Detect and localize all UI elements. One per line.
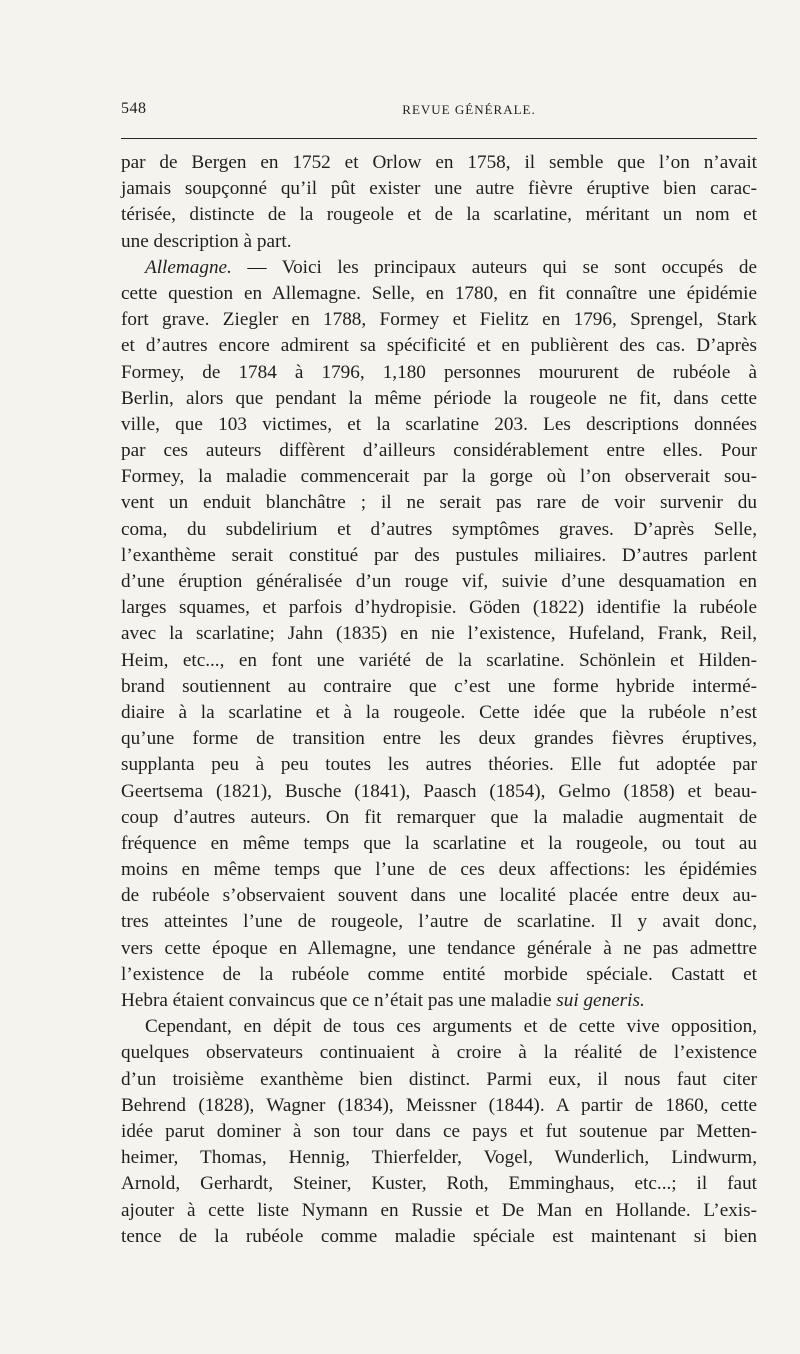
text-line: l’exanthème serait constitué par des pustules miliaires. D’autres parlent (121, 544, 757, 566)
text-line: brand soutiennent au contraire que c’est une forme hybride intermé- (121, 675, 757, 697)
section-heading-allemagne: Allemagne. (145, 256, 232, 278)
text-line: — Voici les principaux auteurs qui se sont occupés de (247, 256, 757, 278)
body-text (121, 150, 757, 1250)
text-line: qu’une forme de transition entre les deux grandes fièvres éruptives, (121, 728, 757, 750)
text-line: ville, que 103 victimes, et la scarlatine 203. Les descriptions données (121, 413, 757, 435)
text-line: et d’autres encore admirent sa spécificité et en publièrent des cas. D’après (121, 335, 757, 357)
text-line: térisée, distincte de la rougeole et de la scarlatine, méritant un nom et (121, 204, 757, 226)
text-line: Geertsema (1821), Busche (1841), Paasch (1854), Gelmo (1858) et beau- (121, 780, 757, 802)
text-line: fréquence en même temps que la scarlatine et la rougeole, ou tout au (121, 832, 757, 854)
text-line: heimer, Thomas, Hennig, Thierfelder, Vogel, Wunderlich, Lindwurm, (121, 1147, 757, 1169)
text-line: cette question en Allemagne. Selle, en 1780, en fit connaître une épidémie (121, 282, 757, 304)
text-line: idée parut dominer à son tour dans ce pays et fut soutenue par Metten- (121, 1120, 757, 1142)
text-line: l’existence de la rubéole comme entité morbide spéciale. Castatt et (121, 963, 757, 985)
text-line: Berlin, alors que pendant la même période la rougeole ne fit, dans cette (121, 387, 757, 409)
text-line: d’une éruption généralisée d’un rouge vif, suivie d’une desquamation en (121, 571, 757, 592)
text-line: coup d’autres auteurs. On fit remarquer que la maladie augmentait de (121, 806, 757, 828)
text-line: Heim, etc..., en font une variété de la scarlatine. Schönlein et Hilden- (121, 649, 757, 671)
text-line: ajouter à cette liste Nymann en Russie et De Man en Hollande. L’exis- (121, 1199, 757, 1221)
text-line: Formey, de 1784 à 1796, 1,180 personnes moururent de rubéole à (121, 361, 757, 383)
text-line: avec la scarlatine; Jahn (1835) en nie l’existence, Hufeland, Frank, Reil, (121, 623, 757, 645)
text-line: d’un troisième exanthème bien distinct. Parmi eux, il nous faut citer (121, 1068, 757, 1090)
text-line: tence de la rubéole comme maladie spéciale est maintenant si bien (121, 1225, 757, 1247)
text-line: fort grave. Ziegler en 1788, Formey et Fielitz en 1796, Sprengel, Stark (121, 309, 757, 331)
header-rule (121, 138, 757, 139)
text-line: tres atteintes l’une de rougeole, l’autre de scarlatine. Il y avait donc, (121, 911, 757, 933)
text-line: quelques observateurs continuaient à croire à la réalité de l’existence (121, 1042, 757, 1064)
text-line: Hebra étaient convaincus que ce n’était pas une maladie (121, 990, 552, 1011)
text-line-sui-generis (121, 988, 757, 1014)
text-line: jamais soupçonné qu’il pût exister une autre fièvre éruptive bien carac- (121, 178, 757, 200)
term-sui-generis: sui generis. (556, 990, 645, 1011)
text-line: larges squames, et parfois d’hydropisie. Göden (1822) identifie la rubéole (121, 597, 757, 619)
running-title: REVUE GÉNÉRALE. (402, 102, 536, 117)
text-line: de rubéole s’observaient souvent dans une localité placée entre deux au- (121, 885, 757, 907)
page-number: 548 (121, 100, 147, 117)
text-line: Arnold, Gerhardt, Steiner, Kuster, Roth, Emminghaus, etc...; il faut (121, 1173, 757, 1195)
text-line: moins en même temps que l’une de ces deux affections: les épidémies (121, 859, 757, 881)
text-line: diaire à la scarlatine et à la rougeole. Cette idée que la rubéole n’est (121, 701, 757, 723)
text-line: vent un enduit blanchâtre ; il ne serait pas rare de voir survenir du (121, 492, 757, 514)
text-line: Cependant, en dépit de tous ces arguments et de cette vive opposition, (145, 1016, 757, 1038)
page-header (121, 100, 757, 130)
paragraph-allemagne (121, 255, 757, 281)
text-line: par de Bergen en 1752 et Orlow en 1758, il semble que l’on n’avait (121, 152, 757, 173)
text-line: coma, du subdelirium et d’autres symptômes graves. D’après Selle, (121, 518, 757, 540)
text-line: Formey, la maladie commencerait par la gorge où l’on observerait sou- (121, 466, 757, 488)
text-line: vers cette époque en Allemagne, une tendance générale à ne pas admettre (121, 937, 757, 959)
text-line: une description à part. (121, 230, 292, 252)
text-line: supplanta peu à peu toutes les autres théories. Elle fut adoptée par (121, 754, 757, 776)
text-line: Behrend (1828), Wagner (1834), Meissner (1844). A partir de 1860, cette (121, 1094, 757, 1116)
text-line: par ces auteurs diffèrent d’ailleurs considérablement entre elles. Pour (121, 440, 757, 462)
